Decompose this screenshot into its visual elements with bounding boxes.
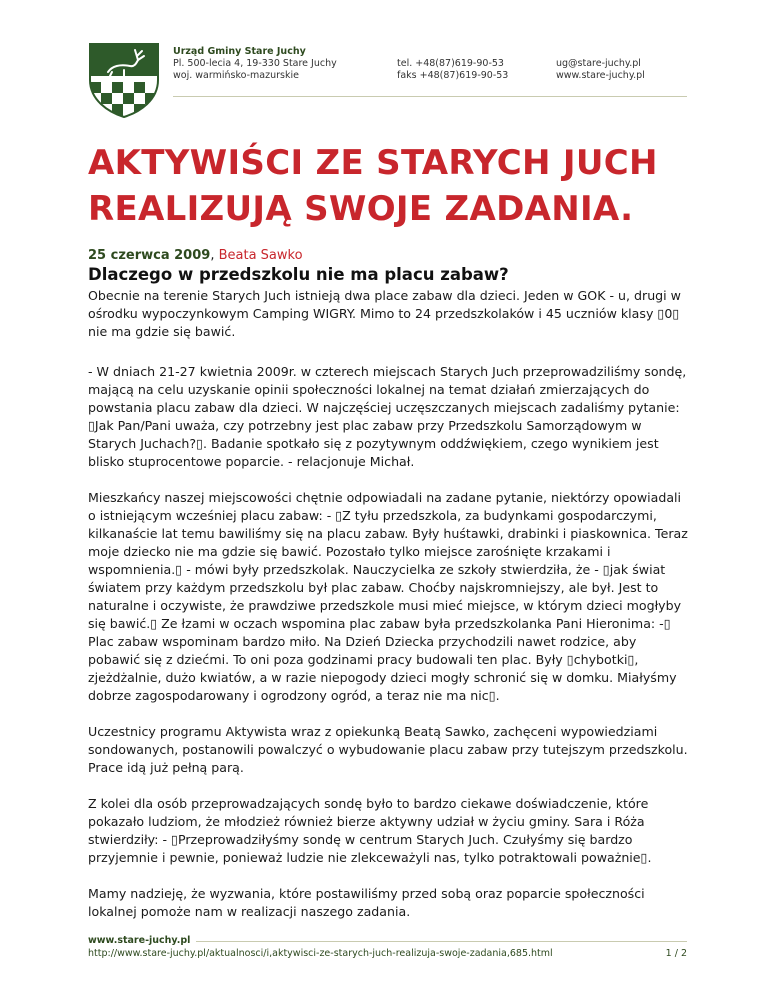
article-paragraph: Mieszkańcy naszej miejscowości chętnie odpowiadali na zadane pytanie, niektórzy opowiadali o istniejącym wcześniej placu zabaw: - ▯Z tyłu przedszkola, za budynkami gospodarczymi, kilkanaście lat temu bawiliśmy się na placu zabaw. Były huśtawki, drabinki i piaskownica. Teraz moje dziecko nie ma gdzie się bawić. Pozostało tylko miejsce zarośnięte krzakami i wspomnienia.▯ - mówi były przedszkolak. Nauczycielka ze szkoły stwierdziła, że - ▯jak świat światem przy każdym przedszkolu był plac zabaw. Choćby najskromniejszy, ale był. Jest to naturalne i oczywiste, że prawdziwe przedszkole musi mieć miejsce, w którym dzieci mogłyby się bawić.▯ Ze łzami w oczach wspomina plac zabaw była przedszkolanka Pani Hieronima: -▯ Plac zabaw wspominam bardzo miło. Na Dzień Dziecka przychodzili nawet rodzice, aby pobawić się z dziećmi. To oni poza godzinami pracy budowali ten plac. Były ▯chybotki▯, zjeżdżalnie, dużo kwiatów, a w razie niepogody dzieci mogły schronić się w domku. Miałyśmy dobrze zagospodarowany i ogrodzony ogród, a teraz nie ma nic▯. xyxy=(88,490,688,703)
meta-separator: , xyxy=(210,248,219,263)
header-address-block xyxy=(173,46,337,82)
header-contact-block xyxy=(556,58,645,82)
footer-url[interactable]: http://www.stare-juchy.pl/aktualnosci/i,aktywisci-ze-starych-juch-realizuja-swoje-zadania,685.html xyxy=(88,948,553,959)
header-phone-block xyxy=(397,58,508,82)
article-author[interactable]: Beata Sawko xyxy=(218,248,303,263)
org-name: Urząd Gminy Stare Juchy xyxy=(173,46,306,57)
article-title-line-2: REALIZUJĄ SWOJE ZADANIA. xyxy=(88,189,634,229)
page-number: 1 / 2 xyxy=(665,948,687,959)
address-line-1: Pl. 500-lecia 4, 19-330 Stare Juchy xyxy=(173,58,337,69)
address-line-2: woj. warmińsko-mazurskie xyxy=(173,70,299,81)
coat-of-arms-icon xyxy=(88,42,160,118)
article-paragraph: - W dniach 21-27 kwietnia 2009r. w czterech miejscach Starych Juch przeprowadziliśmy sondę, mającą na celu uzyskanie opinii społeczności lokalnej na temat działań zmierzających do powstania placu zabaw dla dzieci. W najczęściej uczęszczanych miejscach zadaliśmy pytanie: ▯Jak Pan/Pani uważa, czy potrzebny jest plac zabaw przy Przedszkolu Samorządowym w Starych Juchach?▯. Badanie spotkało się z pozytywnym oddźwiękiem, czego wynikiem jest blisko stuprocentowe poparcie. - relacjonuje Michał. xyxy=(88,364,687,469)
article-paragraph: Z kolei dla osób przeprowadzających sondę było to bardzo ciekawe doświadczenie, które pokazało ludziom, że młodzież również bierze aktywny udział w życiu gminy. Sara i Róża stwierdziły: - ▯Przeprowadziłyśmy sondę w centrum Starych Juch. Czułyśmy się bardzo przyjemnie i pewnie, ponieważ ludzie nie zlekceważyli nas, tylko potraktowali poważnie▯. xyxy=(88,796,652,865)
phone-number: tel. +48(87)619-90-53 xyxy=(397,58,504,69)
website-link[interactable]: www.stare-juchy.pl xyxy=(556,70,645,81)
article-paragraph: Uczestnicy programu Aktywista wraz z opiekunką Beatą Sawko, zachęceni wypowiedziami sondowanych, postanowili powalczyć o wybudowanie placu zabaw przy tutejszym przedszkolu. Prace idą już pełną parą. xyxy=(88,724,688,775)
article-title xyxy=(88,140,708,232)
email-link[interactable]: ug@stare-juchy.pl xyxy=(556,58,641,69)
fax-number: faks +48(87)619-90-53 xyxy=(397,70,509,81)
article-paragraph: Mamy nadzieję, że wyzwania, które postawiliśmy przed sobą oraz poparcie społeczności lokalnej pomoże nam w realizacji naszego zadania. xyxy=(88,886,645,919)
article-paragraph: Obecnie na terenie Starych Juch istnieją dwa place zabaw dla dzieci. Jeden w GOK - u, drugi w ośrodku wypoczynkowym Camping WIGRY. Mimo to 24 przedszkolaków i 45 uczniów klasy ▯0▯ nie ma gdzie się bawić. xyxy=(88,288,681,339)
article-body xyxy=(88,287,688,939)
article-date: 25 czerwca 2009 xyxy=(88,248,211,263)
header-divider xyxy=(173,96,687,97)
footer-divider xyxy=(196,941,687,942)
footer-site[interactable]: www.stare-juchy.pl xyxy=(88,935,191,946)
article-title-line-1: AKTYWIŚCI ZE STARYCH JUCH xyxy=(88,143,658,183)
article-meta xyxy=(88,247,303,265)
article-subtitle: Dlaczego w przedszkolu nie ma placu zabaw? xyxy=(88,265,509,284)
